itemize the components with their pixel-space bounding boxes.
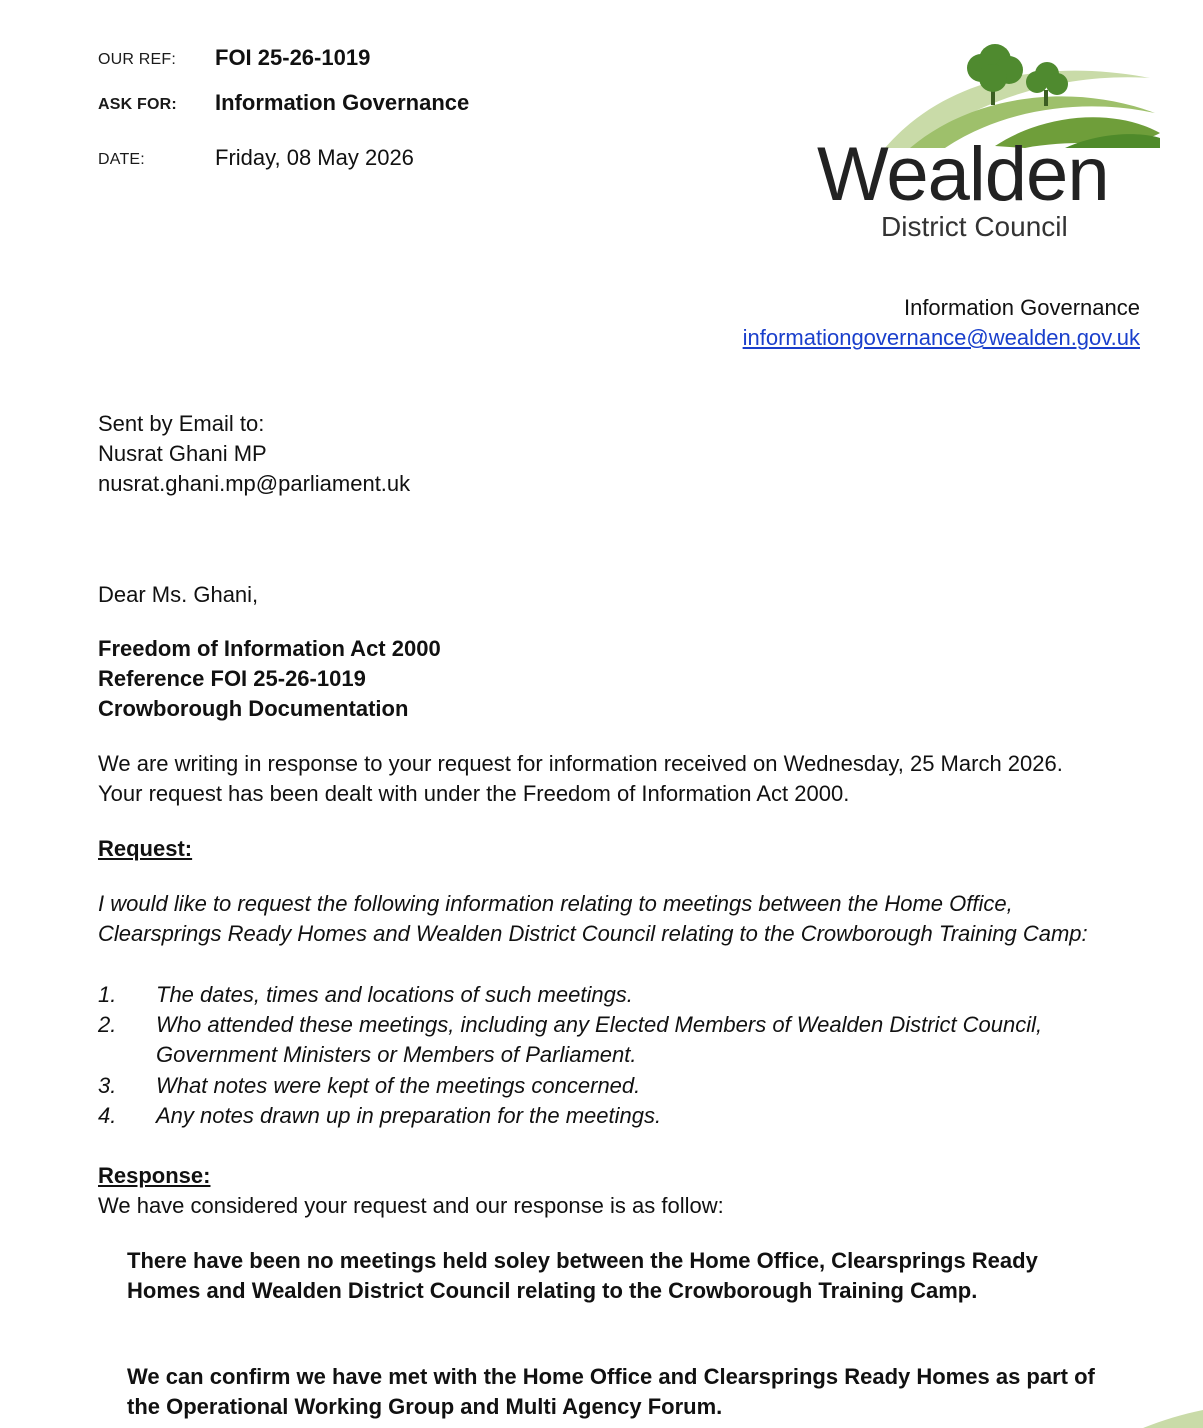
list-number: 3. <box>98 1073 117 1098</box>
sender-department: Information Governance <box>903 295 1140 320</box>
corner-swoosh-icon <box>1143 1408 1203 1428</box>
ref-value: FOI 25-26-1019 <box>215 45 371 70</box>
list-text: The dates, times and locations of such meetings. <box>156 982 633 1007</box>
date-value: Friday, 08 May 2026 <box>215 145 414 170</box>
recipient-email: nusrat.ghani.mp@parliament.uk <box>98 471 411 496</box>
sender-email-link[interactable]: informationgovernance@wealden.gov.uk <box>742 325 1140 350</box>
subject-line-3: Crowborough Documentation <box>98 696 409 721</box>
list-text: Any notes drawn up in preparation for the meetings. <box>156 1103 662 1128</box>
request-intro: I would like to request the following information relating to meetings between the Home Office, Clearsprings Ready Homes and Wealden District Council relating to the Crowborough Training Camp: <box>98 891 1088 946</box>
response-paragraph-1: There have been no meetings held soley between the Home Office, Clearsprings Ready Homes and Wealden District Council relating to the Crowborough Training Camp. <box>127 1248 1038 1303</box>
list-text: What notes were kept of the meetings concerned. <box>156 1073 641 1098</box>
ref-label: OUR REF: <box>98 51 177 68</box>
logo-wordmark: Wealden <box>817 132 1109 217</box>
list-number: 1. <box>98 982 117 1007</box>
logo-subtitle: District Council <box>881 211 1068 242</box>
ask-value: Information Governance <box>215 90 470 115</box>
recipient-name: Nusrat Ghani MP <box>98 441 267 466</box>
list-number: 4. <box>98 1103 117 1128</box>
ask-label: ASK FOR: <box>98 96 177 113</box>
request-heading: Request: <box>98 836 193 861</box>
date-label: DATE: <box>98 151 145 168</box>
response-paragraph-2: We can confirm we have met with the Home Office and Clearsprings Ready Homes as part of the Operational Working Group and Multi Agency Forum. <box>127 1364 1095 1419</box>
sent-by-label: Sent by Email to: <box>98 411 265 436</box>
salutation: Dear Ms. Ghani, <box>98 582 259 607</box>
wealden-logo <box>815 38 1165 248</box>
list-text: Who attended these meetings, including any Elected Members of Wealden District Council, Government Ministers or Members of Parliament. <box>156 1012 1043 1067</box>
list-number: 2. <box>98 1012 117 1037</box>
subject-line-2: Reference FOI 25-26-1019 <box>98 666 366 691</box>
response-intro: We have considered your request and our response is as follow: <box>98 1193 724 1218</box>
subject-line-1: Freedom of Information Act 2000 <box>98 636 441 661</box>
response-heading: Response: <box>98 1163 211 1188</box>
intro-paragraph: We are writing in response to your request for information received on Wednesday, 25 March 2026. Your request has been dealt with under the Freedom of Information Act 2000. <box>98 751 1063 806</box>
